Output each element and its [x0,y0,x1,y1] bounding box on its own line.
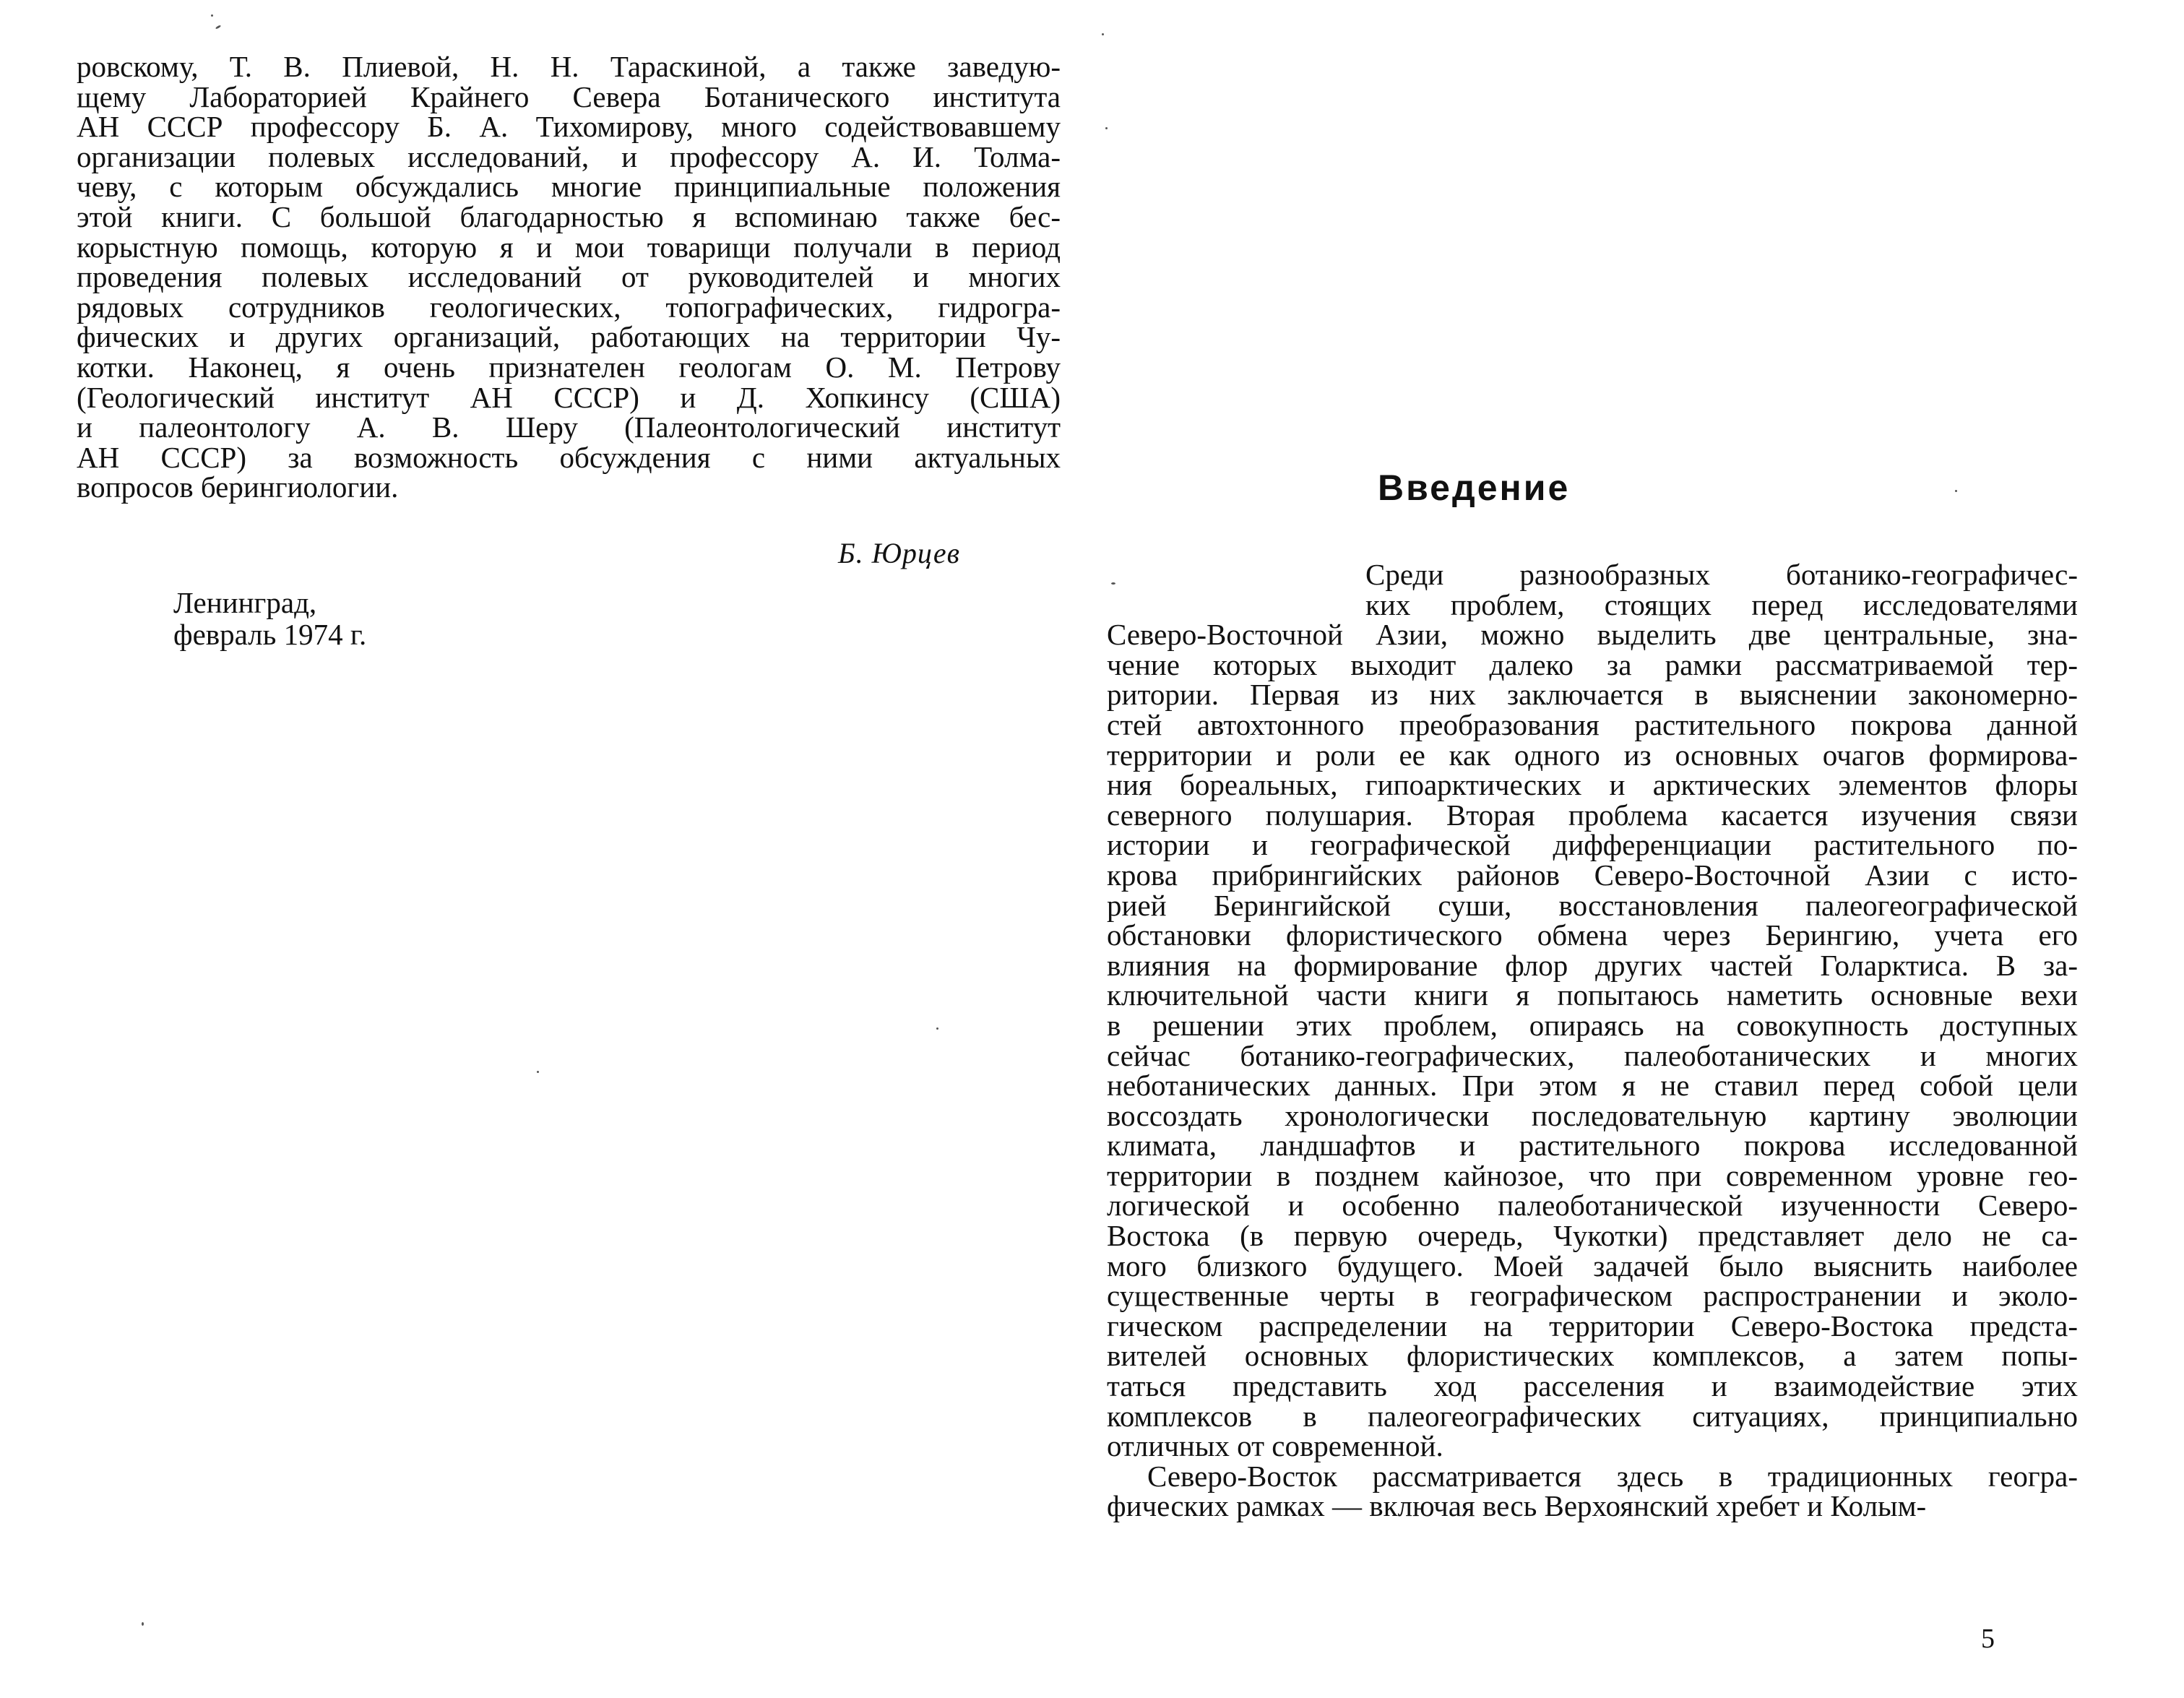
text-line: мого близкого будущего. Моей задачей было выяснить наиболее [1107,1249,2078,1283]
text-line: АН СССР профессору Б. А. Тихомирову, много содействовавшему [77,110,1061,144]
text-line: ключительной части книги я попытаюсь наметить основные вехи [1107,978,2078,1012]
text-line: ния бореальных, гипоарктических и арктических элементов флоры [1107,768,2078,802]
chapter-heading: Введение [1378,467,1571,508]
text-line: фических и других организаций, работающих на территории Чу- [77,320,1061,354]
text-line: щему Лабораторией Крайнего Севера Ботанического института [77,79,1061,113]
place-date [173,587,366,650]
text-line: ких проблем, стоящих перед исследователями [1365,587,2078,621]
text-line: сейчас ботанико-географических, палеоботанических и многих [1107,1038,2078,1072]
text-line: Северо-Восточной Азии, можно выделить две центральные, зна- [1107,618,2078,652]
text-line: неботанических данных. При этом я не ставил перед собой цели [1107,1069,2078,1103]
scan-speck [142,1622,144,1626]
text-line: рией Берингийской суши, восстановления палеогеографической [1107,888,2078,922]
text-line: организации полевых исследований, и профессору А. И. Толма- [77,139,1061,173]
text-line: и палеонтологу А. В. Шеру (Палеонтологический институт [77,410,1061,444]
text-line: чеву, с которым обсуждались многие принципиальные положения [77,170,1061,204]
text-line: отличных от современной. [1107,1429,1443,1463]
text-line: чение которых выходит далеко за рамки рассматриваемой тер- [1107,647,2078,681]
text-line: АН СССР) за возможность обсуждения с ними актуальных [77,440,1061,474]
scan-speck [1111,582,1115,585]
text-line: северного полушария. Вторая проблема касается изучения связи [1107,798,2078,832]
author-signature: Б. Юрцев [838,537,960,569]
scan-speck [211,14,213,17]
text-line: комплексов в палеогеографических ситуациях, принципиально [1107,1399,2078,1433]
text-line: климата, ландшафтов и растительного покрова исследованной [1107,1129,2078,1163]
text-line: корыстную помощь, которую я и мои товарищи получали в период [77,230,1061,264]
text-line: этой книги. С большой благодарностью я вспоминаю также бес- [77,199,1061,233]
text-line: вопросов берингиологии. [77,470,399,504]
scan-speck [537,1071,539,1073]
scan-speck [1955,490,1957,492]
scan-speck [1105,127,1108,129]
text-line: логической и особенно палеоботанической изученности Северо- [1107,1189,2078,1223]
text-line: Востока (в первую очередь, Чукотки) представляет дело не са- [1107,1219,2078,1253]
introduction-text [1107,560,2078,1522]
text-line: в решении этих проблем, опираясь на совокупность доступных [1107,1008,2078,1042]
text-line: гическом распределении на территории Северо-Востока предста- [1107,1309,2078,1343]
text-line: ритории. Первая из них заключается в выяснении закономерно- [1107,678,2078,712]
text-line: обстановки флористического обмена через Берингию, учета его [1107,918,2078,952]
text-line: влияния на формирование флор других частей Голарктиса. В за- [1107,948,2078,982]
text-line: вителей основных флористических комплексов, а затем попы- [1107,1339,2078,1373]
text-line: ровскому, Т. В. Плиевой, Н. Н. Тараскиной, а также заведую- [77,50,1061,83]
text-line: истории и географической дифференциации растительного по- [1107,828,2078,862]
place: Ленинград, [173,586,317,619]
text-line: рядовых сотрудников геологических, топографических, гидрогра- [77,290,1061,324]
text-line: территории и роли ее как одного из основных очагов формирова- [1107,738,2078,772]
text-line: таться представить ход расселения и взаимодействие этих [1107,1369,2078,1403]
text-line: фических рамках — включая весь Верхоянский хребет и Колым- [1107,1489,1927,1523]
acknowledgements-text [77,52,1061,503]
date: февраль 1974 г. [173,618,367,651]
text-line: Среди разнообразных ботанико-географичес- [1365,558,2078,591]
text-line: котки. Наконец, я очень признателен геологам О. М. Петрову [77,350,1061,384]
text-line: (Геологический институт АН СССР) и Д. Хопкинсу (США) [77,380,1061,414]
scan-speck [936,1027,938,1030]
text-line: существенные черты в географическом распространении и эколо- [1107,1279,2078,1313]
text-line: проведения полевых исследований от руководителей и многих [77,260,1061,294]
page-number: 5 [1981,1624,1995,1654]
text-line: воссоздать хронологически последовательную картину эволюции [1107,1098,2078,1132]
scan-speck [1102,33,1104,35]
text-line: территории в позднем кайнозое, что при современном уровне гео- [1107,1158,2078,1192]
text-line: Северо-Восток рассматривается здесь в традиционных геогра- [1147,1459,2078,1493]
text-line: крова прибрингийских районов Северо-Восточной Азии с исто- [1107,858,2078,892]
text-line: стей автохтонного преобразования растительного покрова данной [1107,707,2078,741]
